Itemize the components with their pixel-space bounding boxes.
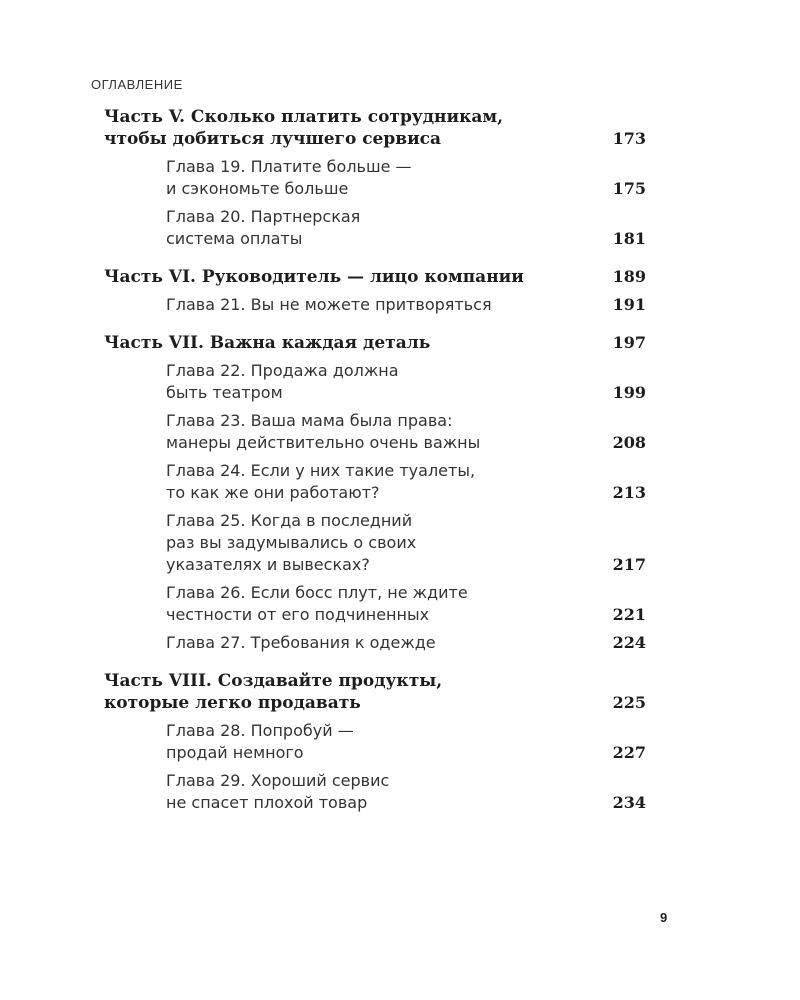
toc-part-title: Часть VI. Руководитель — лицо компании	[104, 267, 524, 287]
toc-page-number: 234	[612, 793, 646, 812]
toc-chapter-title: Глава 27. Требования к одежде	[166, 633, 436, 652]
toc-chapter-entry[interactable]	[166, 294, 646, 316]
toc-chapter-entry[interactable]	[166, 206, 646, 250]
toc-chapter-entry[interactable]	[166, 156, 646, 200]
toc-chapter-entry[interactable]	[166, 360, 646, 404]
toc-chapter-title: Глава 26. Если босс плут, не ждите честности от его подчиненных	[166, 583, 468, 624]
toc-chapter-title: Глава 28. Попробуй — продай немного	[166, 721, 354, 762]
toc-chapter-entry[interactable]	[166, 460, 646, 504]
toc-part-entry[interactable]	[104, 106, 646, 150]
toc-part-entry[interactable]	[104, 670, 646, 714]
toc-chapter-title: Глава 23. Ваша мама была права: манеры действительно очень важны	[166, 411, 481, 452]
toc-page-number: 225	[612, 693, 646, 712]
toc-page-number: 208	[612, 433, 646, 452]
toc-page-number: 224	[612, 633, 646, 652]
page-number-folio: 9	[660, 910, 668, 925]
toc-chapter-title: Глава 22. Продажа должна быть театром	[166, 361, 399, 402]
toc-page-number: 227	[612, 743, 646, 762]
toc-page-number: 213	[612, 483, 646, 502]
toc-part-entry[interactable]	[104, 266, 646, 288]
toc-chapter-entry[interactable]	[166, 410, 646, 454]
toc-chapter-entry[interactable]	[166, 510, 646, 576]
running-head: ОГЛАВЛЕНИЕ	[91, 77, 183, 92]
toc-chapter-title: Глава 20. Партнерская система оплаты	[166, 207, 361, 248]
toc-page-number: 217	[612, 555, 646, 574]
toc-chapter-entry[interactable]	[166, 770, 646, 814]
toc-chapter-entry[interactable]	[166, 582, 646, 626]
toc-part-title: Часть VII. Важна каждая деталь	[104, 333, 431, 353]
toc-page-number: 173	[612, 129, 646, 148]
table-of-contents	[0, 106, 800, 814]
toc-part-title: Часть V. Сколько платить сотрудникам, чтобы добиться лучшего сервиса	[104, 107, 504, 149]
toc-chapter-title: Глава 19. Платите больше — и сэкономьте больше	[166, 157, 412, 198]
toc-page-number: 221	[612, 605, 646, 624]
toc-chapter-title: Глава 24. Если у них такие туалеты, то как же они работают?	[166, 461, 476, 502]
toc-part-entry[interactable]	[104, 332, 646, 354]
toc-part-title: Часть VIII. Создавайте продукты, которые легко продавать	[104, 671, 443, 713]
toc-chapter-title: Глава 25. Когда в последний раз вы задумывались о своих указателях и вывесках?	[166, 511, 417, 574]
toc-page-number: 197	[612, 333, 646, 352]
toc-page-number: 199	[612, 383, 646, 402]
toc-page-number: 191	[612, 295, 646, 314]
toc-chapter-entry[interactable]	[166, 632, 646, 654]
toc-chapter-title: Глава 21. Вы не можете притворяться	[166, 295, 492, 314]
toc-page-number: 189	[612, 267, 646, 286]
toc-chapter-entry[interactable]	[166, 720, 646, 764]
toc-page-number: 181	[612, 229, 646, 248]
toc-page-number: 175	[612, 179, 646, 198]
toc-chapter-title: Глава 29. Хороший сервис не спасет плохой товар	[166, 771, 390, 812]
